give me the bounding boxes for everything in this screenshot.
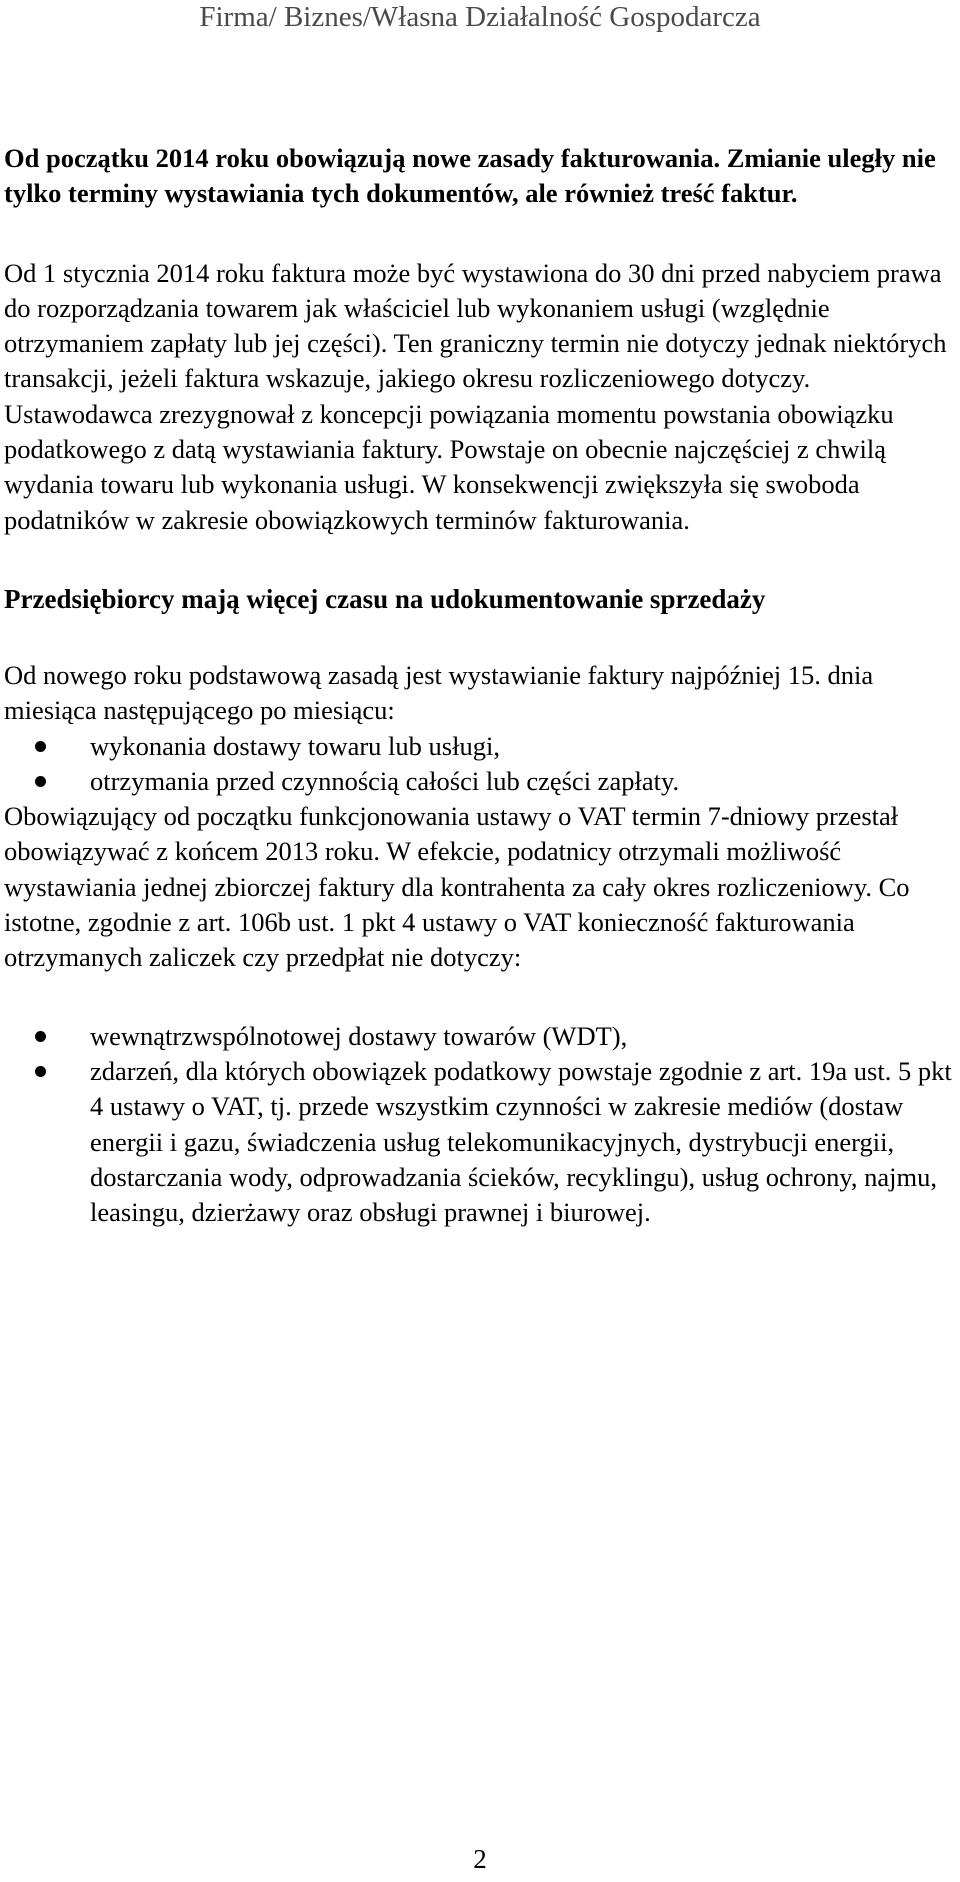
- list-item-text: zdarzeń, dla których obowiązek podatkowy powstaje zgodnie z art. 19a ust. 5 pkt 4 ustawy o VAT, tj. przede wszystkim czynności w zakresie mediów (dostaw energii i gazu, świadczenia usług telekomunikacyjnych, dystrybucji energii, dostarczania wody, odprowadzania ścieków, recyklingu), usług ochrony, najmu, leasingu, dzierżawy oraz obsługi prawnej i biurowej.: [90, 1055, 952, 1228]
- bullet-icon: [35, 776, 46, 787]
- paragraph-basic-rule: Od nowego roku podstawową zasadą jest wystawianie faktury najpóźniej 15. dnia miesiąca następującego po miesiącu:: [4, 659, 874, 726]
- paragraph-7-day-term: Obowiązujący od początku funkcjonowania ustawy o VAT termin 7-dniowy przestał obowiązywać z końcem 2013 roku. W efekcie, podatnicy otrzymali możliwość wystawiania jednej zbiorczej faktury dla kontrahenta za cały okres rozliczeniowy. Co istotne, zgodnie z art. 106b ust. 1 pkt 4 ustawy o VAT konieczność fakturowania otrzymanych zaliczek czy przedpłat nie dotyczy:: [4, 801, 910, 973]
- list-item: [4, 1054, 956, 1230]
- running-header: Firma/ Biznes/Własna Działalność Gospodarcza: [199, 1, 761, 33]
- paragraph-invoice-timing: Od 1 stycznia 2014 roku faktura może być wystawiona do 30 dni przed nabyciem prawa do rozporządzania towarem jak właściciel lub wykonaniem usługi (względnie otrzymaniem zapłaty lub jej części). Ten graniczny termin nie dotyczy jednak niektórych transakcji, jeżeli faktura wskazuje, jakiego okresu rozliczeniowego dotyczy. Ustawodawca zrezygnował z koncepcji powiązania momentu powstania obowiązku podatkowego z datą wystawiania faktury. Powstaje on obecnie najczęściej z chwilą wydania towaru lub wykonania usługi. W konsekwencji zwiększyła się swoboda podatników w zakresie obowiązkowych terminów fakturowania.: [4, 257, 947, 535]
- lead-paragraph: Od początku 2014 roku obowiązują nowe zasady fakturowania. Zmianie uległy nie tylko terminy wystawiania tych dokumentów, ale również treść faktur.: [4, 143, 936, 209]
- bullet-list-deadlines: [4, 729, 956, 800]
- bullet-list-exceptions: [4, 1019, 956, 1231]
- list-item: [4, 764, 956, 799]
- bullet-icon: [35, 1066, 46, 1077]
- document-body: [4, 141, 956, 1230]
- list-item: [4, 729, 956, 764]
- list-item-text: wykonania dostawy towaru lub usługi,: [90, 730, 500, 761]
- bullet-icon: [35, 1031, 46, 1042]
- list-item-text: wewnątrzwspólnotowej dostawy towarów (WDT),: [90, 1020, 628, 1051]
- list-item: [4, 1019, 956, 1054]
- list-item-text: otrzymania przed czynnością całości lub części zapłaty.: [90, 765, 680, 796]
- bullet-icon: [35, 741, 46, 752]
- section-heading: Przedsiębiorcy mają więcej czasu na udokumentowanie sprzedaży: [4, 583, 766, 614]
- page-number: 2: [473, 1844, 487, 1874]
